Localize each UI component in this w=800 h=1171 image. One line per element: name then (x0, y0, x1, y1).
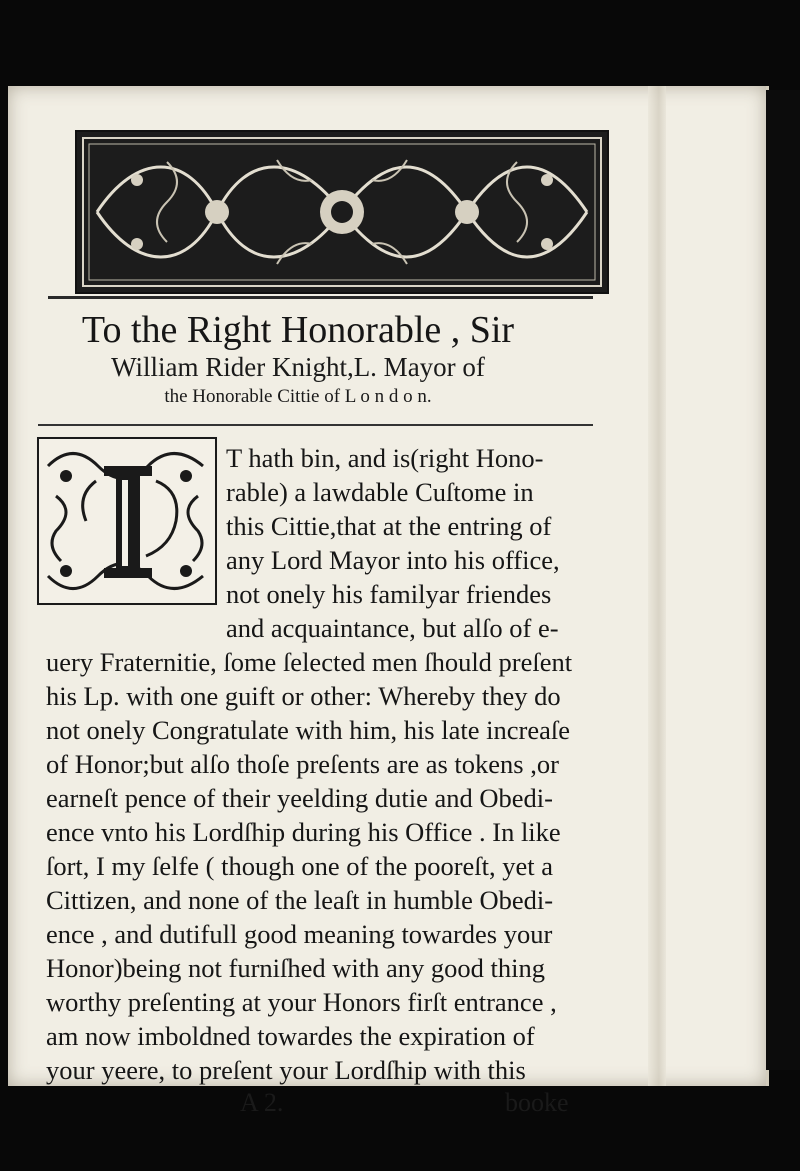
body-line: ence , and dutifull good meaning towardes your (46, 919, 553, 949)
body-line: of Honor;but alſo thoſe preſents are as tokens ,or (46, 749, 559, 779)
body-line: and acquaintance, but alſo of e- (226, 613, 559, 643)
page-fold-shadow (648, 86, 666, 1086)
top-rule (48, 296, 593, 299)
body-line: ſort, I my ſelfe ( though one of the pooreſt, yet a (46, 851, 554, 881)
body-line: earneſt pence of their yeelding dutie and Obedi- (46, 783, 553, 813)
body-line: your yeere, to preſent your Lordſhip with this (46, 1055, 526, 1085)
body-line: T hath bin, and is(right Hono- (226, 443, 544, 473)
body-line: ence vnto his Lordſhip during his Office . In like (46, 817, 561, 847)
body-line: this Cittie,that at the entring of (226, 511, 552, 541)
body-line: Cittizen, and none of the leaſt in humble Obedi- (46, 885, 554, 915)
separator-rule (38, 424, 593, 426)
binding-gutter (766, 90, 800, 1070)
body-line: am now imboldned towardes the expiration of (46, 1021, 535, 1051)
body-line: Honor)being not furniſhed with any good thing (46, 953, 546, 983)
initial-letter: I (128, 536, 129, 537)
catchword: booke (505, 1088, 569, 1117)
dedication-city: the Honorable Cittie of L o n d o n. (164, 386, 432, 407)
body-line: uery Fraternitie, ſome ſelected men ſhould preſent (46, 647, 573, 677)
ornamental-headpiece (75, 130, 609, 294)
decorated-initial (36, 436, 218, 606)
dedication-title: To the Right Honorable , Sir (81, 309, 515, 351)
signature-mark: A 2. (240, 1088, 284, 1117)
dedication-name: William Rider Knight,L. Mayor of (111, 352, 485, 382)
body-line: rable) a lawdable Cuſtome in (226, 477, 534, 507)
body-line: any Lord Mayor into his office, (226, 545, 560, 575)
body-line: worthy preſenting at your Honors firſt entrance , (46, 987, 557, 1017)
body-line: his Lp. with one guift or other: Whereby they do (46, 681, 561, 711)
body-line: not onely Congratulate with him, his late increaſe (46, 715, 570, 745)
body-line: not onely his familyar friendes (226, 579, 552, 609)
